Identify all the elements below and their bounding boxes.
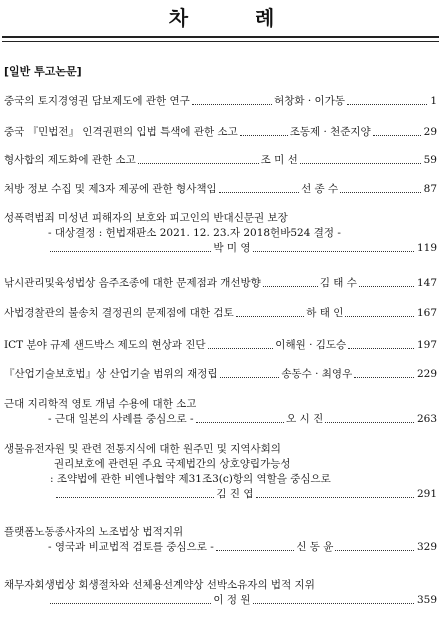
leader-dots bbox=[348, 348, 414, 349]
toc-entry[interactable] bbox=[4, 276, 437, 291]
leader-dots bbox=[240, 135, 288, 136]
leader-dots bbox=[50, 603, 211, 604]
page-title: 차 례 bbox=[168, 6, 305, 30]
title-rule-thick bbox=[2, 36, 439, 38]
toc-entry[interactable] bbox=[4, 525, 437, 555]
toc-entry[interactable] bbox=[4, 182, 437, 197]
toc-entry[interactable] bbox=[4, 578, 437, 608]
entry-page: 229 bbox=[416, 368, 438, 380]
leader-dots bbox=[253, 603, 414, 604]
entry-title: 형사합의 제도화에 관한 소고 bbox=[4, 154, 136, 166]
leader-dots bbox=[335, 550, 414, 551]
leader-dots bbox=[340, 192, 420, 193]
entry-title: 생물유전자원 및 관련 전통지식에 대한 원주민 및 지역사회의 bbox=[4, 443, 281, 455]
entry-author: 조 미 선 bbox=[260, 154, 298, 166]
entry-author: 신 동 윤 bbox=[296, 541, 334, 553]
entry-page: 119 bbox=[416, 242, 437, 254]
leader-dots bbox=[300, 163, 421, 164]
entry-author: 김 진 엽 bbox=[216, 488, 254, 500]
entry-title: 플랫폼노동종사자의 노조법상 법적지위 bbox=[4, 526, 184, 538]
entry-page: 87 bbox=[423, 183, 438, 195]
entry-title: 근대 지리학적 영토 개념 수용에 대한 소고 bbox=[4, 398, 197, 410]
entry-author: 오 시 진 bbox=[286, 413, 324, 425]
entry-author: 이해원 · 김도승 bbox=[275, 339, 347, 351]
leader-dots bbox=[192, 104, 272, 105]
leader-dots bbox=[196, 422, 285, 423]
leader-dots bbox=[253, 251, 414, 252]
entry-page: 197 bbox=[416, 339, 438, 351]
toc-entry[interactable] bbox=[4, 442, 437, 502]
leader-dots bbox=[347, 104, 427, 105]
entry-page: 147 bbox=[416, 277, 438, 289]
leader-dots bbox=[359, 286, 414, 287]
toc-entry[interactable] bbox=[4, 94, 437, 109]
leader-dots bbox=[256, 497, 414, 498]
section-label: [일반 투고논문] bbox=[4, 65, 82, 78]
entry-page: 167 bbox=[416, 307, 438, 319]
leader-dots bbox=[56, 497, 214, 498]
entry-author: 허창화 · 이가동 bbox=[274, 95, 345, 107]
entry-author: 선 종 수 bbox=[301, 183, 339, 195]
toc-entry[interactable] bbox=[4, 153, 437, 168]
toc-entry[interactable] bbox=[4, 125, 437, 140]
title-rule-thin bbox=[2, 41, 439, 42]
leader-dots bbox=[373, 135, 421, 136]
entry-title: 사법경찰관의 불송치 결정권의 문제점에 대한 검토 bbox=[4, 307, 234, 319]
entry-subtitle: - 근대 일본의 사례를 중심으로 - bbox=[48, 413, 194, 425]
leader-dots bbox=[354, 377, 414, 378]
entry-title: 채무자회생법상 회생절차와 선체용선계약상 선박소유자의 법적 지위 bbox=[4, 579, 315, 591]
leader-dots bbox=[50, 251, 211, 252]
toc-entry[interactable] bbox=[4, 397, 437, 427]
toc-entry[interactable] bbox=[4, 211, 437, 256]
entry-title: 처방 정보 수집 및 제3자 제공에 관한 형사책임 bbox=[4, 183, 217, 195]
leader-dots bbox=[208, 348, 274, 349]
leader-dots bbox=[345, 316, 414, 317]
entry-title: 『산업기술보호법』상 산업기술 범위의 재정립 bbox=[4, 368, 218, 380]
entry-page: 1 bbox=[430, 95, 437, 107]
entry-title: 낚시관리및육성법상 음주조종에 대한 문제점과 개선방향 bbox=[4, 277, 261, 289]
leader-dots bbox=[325, 422, 414, 423]
entry-author: 송동수 · 최영우 bbox=[281, 368, 353, 380]
entry-page: 359 bbox=[416, 594, 437, 606]
leader-dots bbox=[220, 377, 280, 378]
leader-dots bbox=[219, 192, 299, 193]
toc-entry[interactable] bbox=[4, 367, 437, 382]
entry-author: 이 정 원 bbox=[213, 594, 251, 606]
toc-entry[interactable] bbox=[4, 338, 437, 353]
entry-author: 하 태 인 bbox=[306, 307, 344, 319]
entry-page: 291 bbox=[416, 488, 437, 500]
entry-author: 박 미 영 bbox=[213, 242, 251, 254]
entry-author: 조동제 · 천준지양 bbox=[289, 126, 371, 138]
entry-subtitle: 권리보호에 관련된 주요 국제법간의 상호양립가능성 bbox=[54, 458, 291, 470]
entry-title: 중국의 토지경영권 담보제도에 관한 연구 bbox=[4, 95, 190, 107]
entry-page: 263 bbox=[416, 413, 437, 425]
toc-entry[interactable] bbox=[4, 306, 437, 321]
leader-dots bbox=[216, 550, 295, 551]
leader-dots bbox=[236, 316, 305, 317]
entry-page: 29 bbox=[423, 126, 438, 138]
leader-dots bbox=[263, 286, 318, 287]
entry-page: 329 bbox=[416, 541, 438, 553]
entry-title: 중국 『민법전』 인격권편의 입법 특색에 관한 소고 bbox=[4, 126, 238, 138]
entry-title: 성폭력범죄 미성년 피해자의 보호와 피고인의 반대신문권 보장 bbox=[4, 212, 288, 224]
leader-dots bbox=[138, 163, 259, 164]
entry-subtitle: - 대상결정 : 헌법재판소 2021. 12. 23.자 2018헌바524 결정 - bbox=[48, 227, 341, 239]
entry-title: ICT 분야 규제 샌드박스 제도의 현상과 진단 bbox=[4, 339, 206, 351]
entry-subtitle: : 조약법에 관한 비엔나협약 제31조3(c)항의 역할을 중심으로 bbox=[50, 473, 331, 485]
entry-author: 김 태 수 bbox=[319, 277, 357, 289]
entry-subtitle: - 영국과 비교법적 검토를 중심으로 - bbox=[48, 541, 214, 553]
entry-page: 59 bbox=[423, 154, 437, 166]
